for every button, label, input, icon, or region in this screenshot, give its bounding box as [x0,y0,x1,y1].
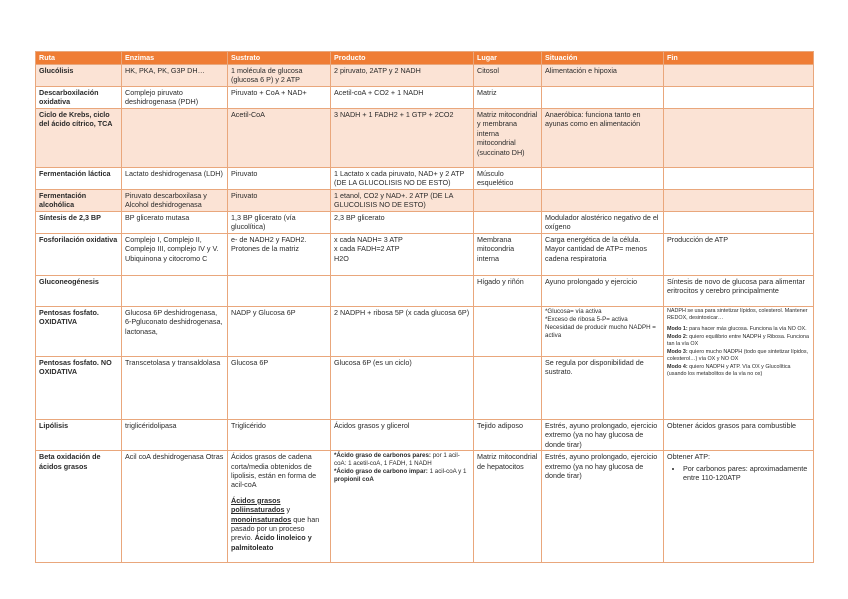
cell-ruta: Pentosas fosfato. NO OXIDATIVA [36,357,122,420]
producto-line: H2O [334,253,349,263]
header-situacion: Situación [542,52,664,65]
cell-fin: Síntesis de novo de glucosa para alimentar eritrocitos y cerebro principalmente [664,276,814,307]
cell-enzimas: Complejo I, Complejo II, Complejo III, complejo IV y V. Ubiquinona y citocromo C [122,234,228,276]
table-row [36,276,814,307]
cell-fin [664,65,814,87]
cell-situacion [542,168,664,190]
cell-ruta: Beta oxidación de ácidos grasos [36,451,122,563]
cell-sustrato: e- de NADH2 y FADH2. Protones de la matriz [228,234,331,276]
table-row [36,87,814,109]
cell-producto [331,451,474,563]
sustrato-emph: Ácido linoleico y palmitoleato [231,533,312,552]
cell-ruta: Fermentación alcohólica [36,190,122,212]
cell-lugar: Hígado y riñón [474,276,542,307]
cell-enzimas [122,109,228,168]
cell-sustrato: 1 molécula de glucosa (glucosa 6 P) y 2 ATP [228,65,331,87]
cell-situacion: Alimentación e hipoxia [542,65,664,87]
header-ruta: Ruta [36,52,122,65]
cell-producto [331,276,474,307]
cell-sustrato: Ácidos grasos de cadena corta/media obtenidos de lipolisis, están en forma de acil-coA Ácidos grasos poliinsaturados y monoinsaturados que han pasado por un proceso previo. Ácido linoleico y palmitoleato [228,451,331,563]
cell-producto: 2 piruvato, 2ATP y 2 NADH [331,65,474,87]
sustrato-emph: Ácidos grasos poliinsaturados [231,495,285,515]
cell-ruta: Pentosas fosfato. OXIDATIVA [36,307,122,357]
cell-situacion [542,87,664,109]
cell-producto: 1 Lactato x cada piruvato, NAD+ y 2 ATP (DE LA GLUCOLISIS NO DE ESTO) [331,168,474,190]
fin-mode: Modo 1: para hacer más glucosa. Funciona la vía NO OX. [667,326,807,332]
cell-enzimas: Complejo piruvato deshidrogenasa (PDH) [122,87,228,109]
cell-lugar [474,190,542,212]
cell-producto [331,234,474,276]
cell-lugar [474,307,542,357]
cell-sustrato: NADP y Glucosa 6P [228,307,331,357]
cell-fin [664,212,814,234]
situacion-line: Necesidad de producir mucho NADPH = activa [545,324,656,339]
cell-enzimas: Transcetolasa y transaldolasa [122,357,228,420]
fin-title: Obtener ATP: [667,452,711,462]
fin-mode: Modo 4: quiero NADPH y ATP. Vía OX y Glucolítica (usando los metabolitos de la vía no ox) [667,364,791,377]
cell-sustrato: Piruvato [228,168,331,190]
cell-sustrato: Acetil-CoA [228,109,331,168]
cell-situacion: Se regula por disponibilidad de sustrato. [542,357,664,420]
cell-producto: 2 NADPH + ribosa 5P (x cada glucosa 6P) [331,307,474,357]
cell-situacion: Modulador alostérico negativo de el oxígeno [542,212,664,234]
table-row [36,212,814,234]
table-row [36,234,814,276]
cell-sustrato: Glucosa 6P [228,357,331,420]
cell-fin [664,451,814,563]
cell-enzimas: BP glicerato mutasa [122,212,228,234]
cell-enzimas: Piruvato descarboxilasa y Alcohol deshidrogenasa [122,190,228,212]
cell-producto: 1 etanol, CO2 y NAD+. 2 ATP (DE LA GLUCOLISIS NO DE ESTO) [331,190,474,212]
table-row [36,420,814,451]
cell-ruta: Lipólisis [36,420,122,451]
metabolic-pathways-table [35,51,814,563]
cell-ruta: Glucólisis [36,65,122,87]
cell-producto: 3 NADH + 1 FADH2 + 1 GTP + 2CO2 [331,109,474,168]
cell-situacion: Ayuno prolongado y ejercicio [542,276,664,307]
cell-fin-pentosas [664,307,814,420]
cell-lugar [474,357,542,420]
fin-mode: Modo 3: quiero mucho NADPH (todo que sintetizar lípidos, colesterol…) vía OX y NO OX [667,349,809,362]
header-lugar: Lugar [474,52,542,65]
cell-producto: Glucosa 6P (es un ciclo) [331,357,474,420]
situacion-line: *Exceso de ribosa 5-P= activa [545,316,628,323]
cell-situacion: Anaeróbica: funciona tanto en ayunas como en alimentación [542,109,664,168]
producto-line: *Ácido graso de carbonos pares: por 1 acil- coA: 1 acetil-coA, 1 FADH, 1 NADH [334,452,460,468]
cell-lugar: Matriz mitocondrial de hepatocitos [474,451,542,563]
cell-lugar: Citosol [474,65,542,87]
cell-sustrato: Piruvato [228,190,331,212]
table-row [36,109,814,168]
cell-producto: 2,3 BP glicerato [331,212,474,234]
cell-sustrato [228,276,331,307]
header-row [36,52,814,65]
cell-producto: Acetil-coA + CO2 + 1 NADH [331,87,474,109]
cell-enzimas: HK, PKA, PK, G3P DH… [122,65,228,87]
cell-fin [664,168,814,190]
producto-line: *Ácido graso de carbono impar: 1 acil-coA y 1 propionil coA [334,468,467,484]
cell-ruta: Ciclo de Krebs, ciclo del ácido cítrico, TCA [36,109,122,168]
header-fin: Fin [664,52,814,65]
sustrato-emph: monoinsaturados [231,514,292,524]
cell-ruta: Fosforilación oxidativa [36,234,122,276]
cell-lugar: Membrana mitocondria interna [474,234,542,276]
cell-ruta: Fermentación láctica [36,168,122,190]
cell-fin: Producción de ATP [664,234,814,276]
cell-lugar [474,212,542,234]
cell-producto: Ácidos grasos y glicerol [331,420,474,451]
cell-enzimas: triglicéridolipasa [122,420,228,451]
cell-sustrato: Triglicérido [228,420,331,451]
cell-lugar: Matriz mitocondrial y membrana interna mitocondrial (succinato DH) [474,109,542,168]
list-item: • Por carbonos pares: aproximadamente entre 110-120ATP [683,464,810,483]
cell-ruta: Gluconeogénesis [36,276,122,307]
table-row [36,451,814,563]
cell-sustrato: Piruvato + CoA + NAD+ [228,87,331,109]
cell-enzimas: Lactato deshidrogenasa (LDH) [122,168,228,190]
cell-situacion [542,307,664,357]
producto-line: x cada NADH= 3 ATP [334,235,403,244]
situacion-line: *Glucosa= vía activa [545,308,602,315]
cell-situacion: Estrés, ayuno prolongado, ejercicio extremo (ya no hay glucosa de donde tirar) [542,451,664,563]
producto-line: x cada FADH=2 ATP [334,244,400,254]
cell-enzimas [122,276,228,307]
cell-enzimas: Glucosa 6P deshidrogenasa, 6-Pgluconato deshidrogenasa, lactonasa, [122,307,228,357]
fin-note: NADPH se usa para sintetizar lípidos, colesterol. Mantener REDOX, desintoxicar… [667,308,808,321]
cell-lugar: Músculo esquelético [474,168,542,190]
table-row [36,190,814,212]
cell-situacion [542,190,664,212]
fin-mode: Modo 2: quiero equilibrio entre NADPH y Ribosa. Funciona tan la vía OX [667,334,810,347]
header-sustrato: Sustrato [228,52,331,65]
cell-ruta: Descarboxilación oxidativa [36,87,122,109]
cell-lugar: Matriz [474,87,542,109]
cell-ruta: Síntesis de 2,3 BP [36,212,122,234]
fin-list [667,464,810,483]
cell-lugar: Tejido adiposo [474,420,542,451]
cell-situacion: Carga energética de la célula. Mayor cantidad de ATP= menos cadena respiratoria [542,234,664,276]
sustrato-text: Ácidos grasos de cadena corta/media obtenidos de lipolisis, están en forma de acil-coA [231,452,317,490]
cell-enzimas: Acil coA deshidrogenasa Otras [122,451,228,563]
cell-fin [664,190,814,212]
cell-fin [664,109,814,168]
cell-situacion: Estrés, ayuno prolongado, ejercicio extremo (ya no hay glucosa de donde tirar) [542,420,664,451]
table-row [36,307,814,357]
table-row [36,168,814,190]
header-producto: Producto [331,52,474,65]
table-row [36,65,814,87]
header-enzimas: Enzimas [122,52,228,65]
cell-fin [664,87,814,109]
cell-sustrato: 1,3 BP glicerato (vía glucolítica) [228,212,331,234]
cell-fin: Obtener ácidos grasos para combustible [664,420,814,451]
